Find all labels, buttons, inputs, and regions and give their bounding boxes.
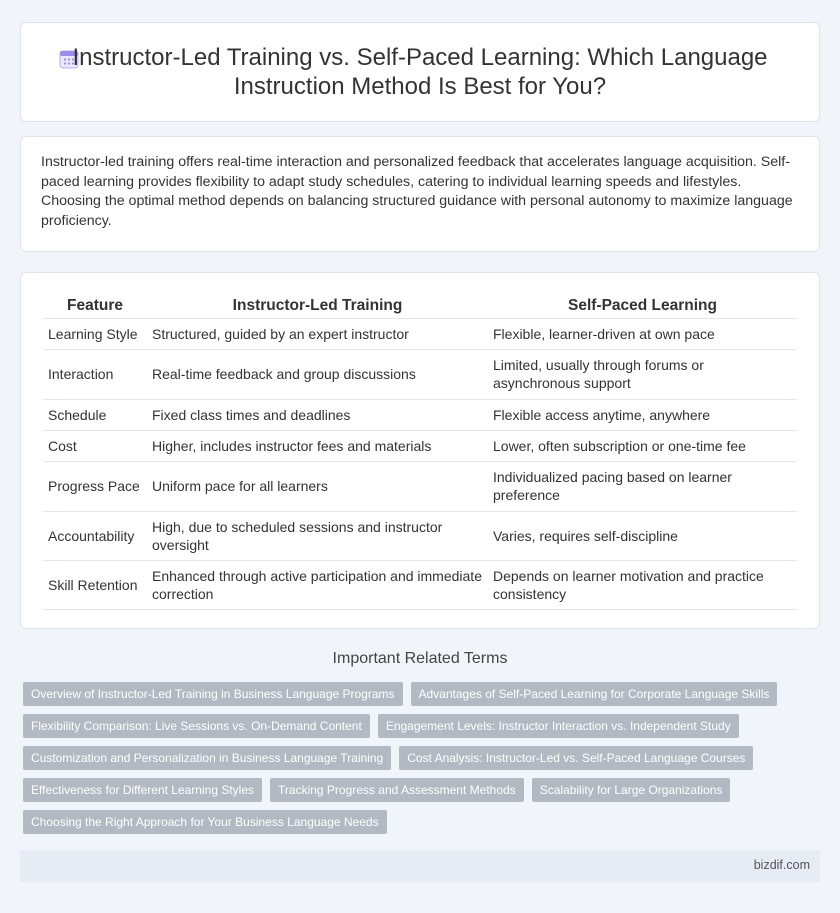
related-term-tag[interactable]: Cost Analysis: Instructor-Led vs. Self-Paced Language Courses <box>399 746 753 770</box>
related-term-tag[interactable]: Tracking Progress and Assessment Methods <box>270 778 524 802</box>
related-term-tag[interactable]: Choosing the Right Approach for Your Business Language Needs <box>23 810 387 834</box>
related-term-tag[interactable]: Effectiveness for Different Learning Styles <box>23 778 262 802</box>
table-cell: Flexible, learner-driven at own pace <box>488 318 797 349</box>
table-cell: Uniform pace for all learners <box>147 461 488 511</box>
comparison-card <box>20 272 820 629</box>
table-row <box>43 318 797 349</box>
column-header-self-paced: Self-Paced Learning <box>488 295 797 318</box>
table-cell: Depends on learner motivation and practice consistency <box>488 560 797 609</box>
related-term-tag[interactable]: Customization and Personalization in Business Language Training <box>23 746 391 770</box>
related-term-tag[interactable]: Advantages of Self-Paced Learning for Corporate Language Skills <box>411 682 778 706</box>
related-term-tag[interactable]: Engagement Levels: Instructor Interaction vs. Independent Study <box>378 714 739 738</box>
column-header-instructor-led: Instructor-Led Training <box>147 295 488 318</box>
table-cell: Lower, often subscription or one-time fee <box>488 430 797 461</box>
table-cell: Interaction <box>43 349 147 399</box>
site-name[interactable]: bizdif.com <box>753 858 810 872</box>
related-terms-list <box>23 682 803 834</box>
column-header-feature: Feature <box>43 295 147 318</box>
table-cell: Learning Style <box>43 318 147 349</box>
intro-card <box>20 136 820 252</box>
table-cell: Limited, usually through forums or asynchronous support <box>488 349 797 399</box>
table-cell: Flexible access anytime, anywhere <box>488 399 797 430</box>
table-row <box>43 511 797 560</box>
table-cell: Schedule <box>43 399 147 430</box>
table-row <box>43 430 797 461</box>
table-cell: Enhanced through active participation and immediate correction <box>147 560 488 609</box>
footer-bar <box>20 850 820 882</box>
table-cell: Fixed class times and deadlines <box>147 399 488 430</box>
intro-paragraph: Instructor-led training offers real-time interaction and personalized feedback that accelerates language acquisition. Self-paced learning provides flexibility to adapt study schedules, catering to individual learning speeds and lifestyles. Choosing the optimal method depends on balancing structured guidance with personal autonomy to maximize language proficiency. <box>41 154 793 229</box>
table-cell: Progress Pace <box>43 461 147 511</box>
related-terms-heading: Important Related Terms <box>332 650 508 667</box>
table-cell: High, due to scheduled sessions and instructor oversight <box>147 511 488 560</box>
comparison-table <box>43 295 797 610</box>
table-cell: Higher, includes instructor fees and materials <box>147 430 488 461</box>
related-term-tag[interactable]: Overview of Instructor-Led Training in Business Language Programs <box>23 682 403 706</box>
table-cell: Cost <box>43 430 147 461</box>
related-term-tag[interactable]: Scalability for Large Organizations <box>532 778 731 802</box>
table-cell: Accountability <box>43 511 147 560</box>
table-cell: Individualized pacing based on learner preference <box>488 461 797 511</box>
table-header-row <box>43 295 797 318</box>
header-card <box>20 22 820 122</box>
table-row <box>43 560 797 609</box>
table-row <box>43 399 797 430</box>
table-cell: Real-time feedback and group discussions <box>147 349 488 399</box>
table-row <box>43 349 797 399</box>
related-term-tag[interactable]: Flexibility Comparison: Live Sessions vs. On-Demand Content <box>23 714 370 738</box>
table-cell: Structured, guided by an expert instructor <box>147 318 488 349</box>
table-cell: Varies, requires self-discipline <box>488 511 797 560</box>
table-cell: Skill Retention <box>43 560 147 609</box>
table-row <box>43 461 797 511</box>
page-title: Instructor-Led Training vs. Self-Paced Learning: Which Language Instruction Method Is Best for You? <box>72 44 768 100</box>
